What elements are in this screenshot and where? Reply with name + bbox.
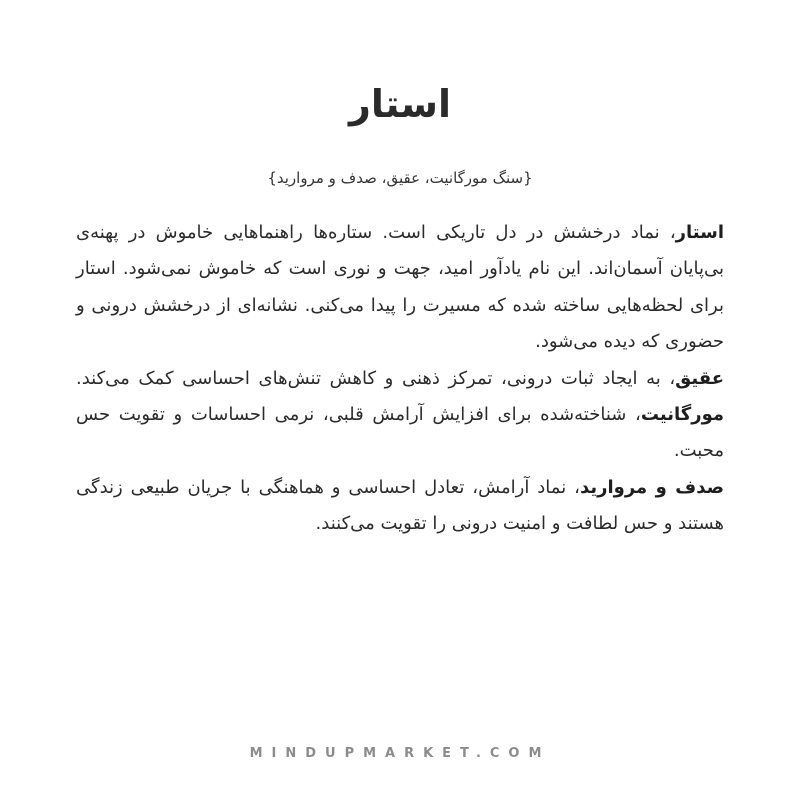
paragraph-shell-pearl-text: ، نماد آرامش، تعادل احساسی و هماهنگی با جریان طبیعی زندگی هستند و حس لطافت و امنیت درونی را تقویت می‌کنند. bbox=[76, 476, 724, 535]
term-agate: عقیق bbox=[675, 367, 724, 389]
footer-website: MINDUPMARKET.COM bbox=[249, 746, 551, 761]
paragraph-shell-pearl bbox=[76, 470, 724, 543]
term-star: استار bbox=[675, 222, 724, 243]
paragraph-agate-text: ، به ایجاد ثبات درونی، تمرکز ذهنی و کاهش تنش‌های احساسی کمک می‌کند. bbox=[76, 367, 676, 389]
description-body bbox=[76, 215, 724, 543]
page-subtitle: {سنگ مورگانیت، عقیق، صدف و مروارید} bbox=[267, 169, 533, 187]
term-shell-pearl: صدف و مروارید bbox=[579, 476, 725, 498]
paragraph-star-text: ، نماد درخشش در دل تاریکی است. ستاره‌ها راهنماهایی خاموش در پهنه‌ی بی‌پایان آسمان‌اند. این نام یادآور امید، جهت و نوری است که خاموش نمی‌شود. استار برای لحظه‌هایی ساخته شده که مسیرت را پیدا می‌کنی. نشانه‌ای از درخشش درونی و حضوری که دیده می‌شود. bbox=[76, 222, 724, 353]
paragraph-star bbox=[76, 215, 724, 361]
paragraph-morganite-text: ، شناخته‌شده برای افزایش آرامش قلبی، نرمی احساسات و تقویت حس محبت. bbox=[76, 404, 724, 462]
paragraph-agate-morganite bbox=[76, 361, 724, 470]
page-title: استار bbox=[348, 82, 452, 126]
term-morganite: مورگانیت bbox=[640, 404, 724, 426]
